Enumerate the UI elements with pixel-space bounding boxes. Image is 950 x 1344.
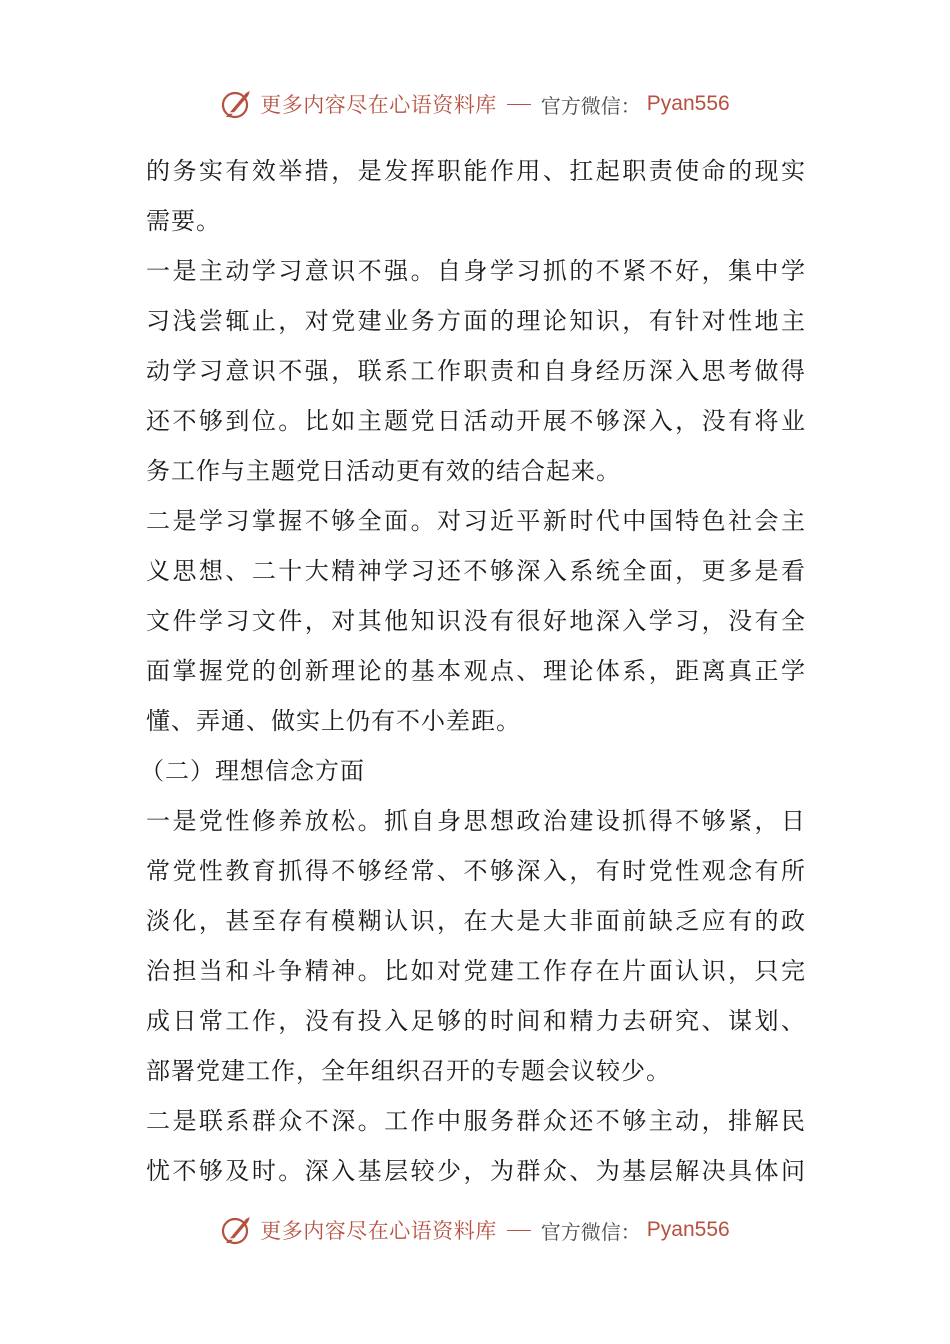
body-line: 文件学习文件，对其他知识没有很好地深入学习，没有全 — [146, 607, 806, 635]
body-line: 一是主动学习意识不强。自身学习抓的不紧不好，集中学 — [146, 257, 806, 285]
header-wechat-id: Pyan556 — [646, 92, 730, 115]
body-line: 成日常工作，没有投入足够的时间和精力去研究、谋划、 — [146, 1007, 806, 1035]
body-line: 动学习意识不强，联系工作职责和自身经历深入思考做得 — [146, 357, 806, 385]
footer-brand-text: 更多内容尽在心语资料库 — [260, 1219, 497, 1243]
body-line: 部署党建工作，全年组织召开的专题会议较少。 — [146, 1057, 671, 1085]
document-body — [140, 146, 806, 1196]
body-line: 常党性教育抓得不够经常、不够深入，有时党性观念有所 — [146, 857, 806, 885]
body-line: 面掌握党的创新理论的基本观点、理论体系，距离真正学 — [146, 657, 806, 685]
body-line: 忧不够及时。深入基层较少，为群众、为基层解决具体问 — [146, 1157, 806, 1185]
body-line: 二是学习掌握不够全面。对习近平新时代中国特色社会主 — [146, 507, 806, 535]
quill-logo-icon — [220, 87, 254, 121]
body-line: 务工作与主题党日活动更有效的结合起来。 — [146, 457, 621, 485]
body-line: 还不够到位。比如主题党日活动开展不够深入，没有将业 — [146, 407, 806, 435]
footer-wechat-id: Pyan556 — [646, 1218, 730, 1241]
footer-banner — [0, 1210, 950, 1250]
body-line: 淡化，甚至存有模糊认识，在大是大非面前缺乏应有的政 — [146, 907, 806, 935]
body-line: 二是联系群众不深。工作中服务群众还不够主动，排解民 — [146, 1107, 806, 1135]
section-heading: （二）理想信念方面 — [140, 757, 365, 785]
footer-official-label: 官方微信： — [540, 1219, 641, 1244]
header-banner — [0, 84, 950, 124]
body-line: 的务实有效举措，是发挥职能作用、扛起职责使命的现实 — [146, 157, 806, 185]
quill-logo-icon — [220, 1213, 254, 1247]
body-line: 习浅尝辄止，对党建业务方面的理论知识，有针对性地主 — [146, 307, 806, 335]
body-line: 需要。 — [146, 207, 221, 235]
header-dash — [507, 104, 531, 105]
body-line: 义思想、二十大精神学习还不够深入系统全面，更多是看 — [146, 557, 806, 585]
header-brand-text: 更多内容尽在心语资料库 — [260, 93, 497, 117]
body-line: 懂、弄通、做实上仍有不小差距。 — [146, 707, 521, 735]
body-line: 一是党性修养放松。抓自身思想政治建设抓得不够紧，日 — [146, 807, 806, 835]
body-line: 治担当和斗争精神。比如对党建工作存在片面认识，只完 — [146, 957, 806, 985]
header-official-label: 官方微信： — [540, 93, 641, 118]
footer-dash — [507, 1230, 531, 1231]
